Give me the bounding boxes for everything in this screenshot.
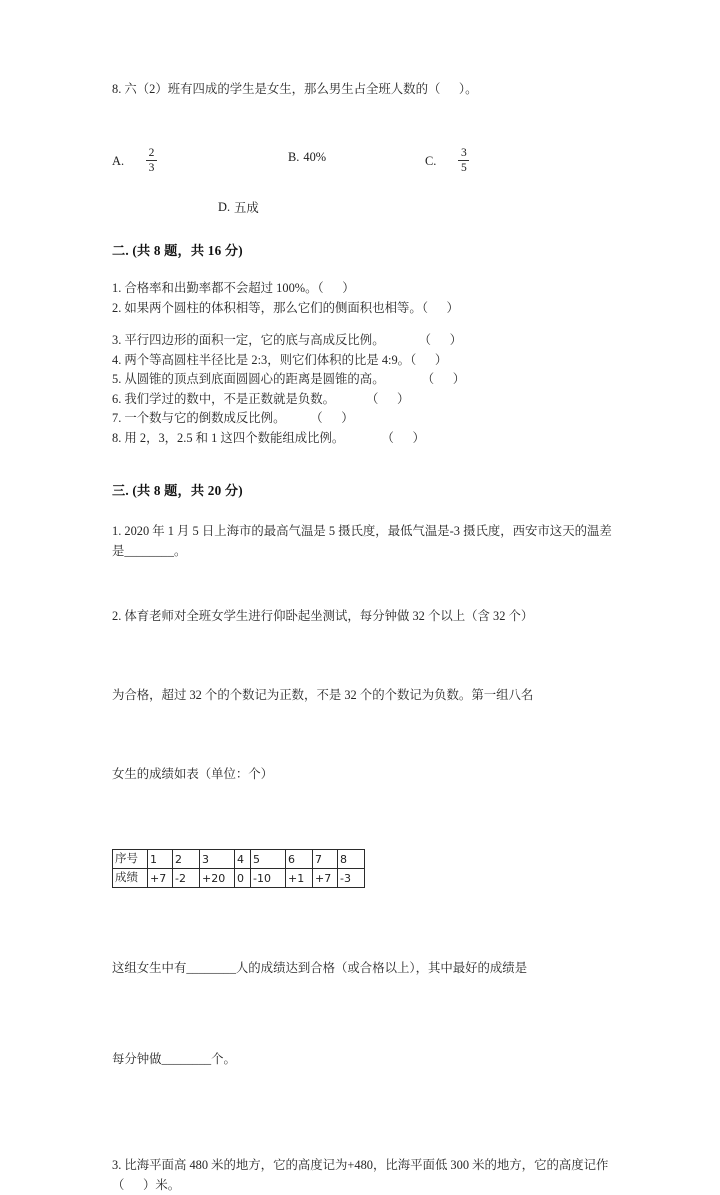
row-header-score: 成绩 xyxy=(113,869,148,888)
option-c-fraction xyxy=(458,147,469,175)
section-2-item-6: 6. 我们学过的数中，不是正数就是负数。 （ ） xyxy=(112,391,410,406)
option-c-denominator: 5 xyxy=(461,162,467,175)
section-2-item-8: 8. 用 2，3，2.5 和 1 这四个数能组成比例。 （ ） xyxy=(112,430,425,445)
cell-id-5: 5 xyxy=(251,850,286,869)
cell-id-3: 3 xyxy=(200,850,235,869)
question-8-options xyxy=(112,136,612,215)
table-row-scores xyxy=(113,869,365,888)
section-3-item-3: 3. 比海平面高 480 米的地方，它的高度记为+480，比海平面低 300 米的地方，它的高度记作（ ）米。 xyxy=(112,1158,609,1192)
cell-score-3: +20 xyxy=(200,869,235,888)
option-a[interactable] xyxy=(112,148,157,176)
cell-score-2: -2 xyxy=(173,869,200,888)
fraction-bar-icon xyxy=(458,160,469,161)
option-c-label: C. xyxy=(425,154,437,169)
score-table-wrapper xyxy=(112,849,612,888)
cell-id-4: 4 xyxy=(235,850,251,869)
score-table xyxy=(112,849,365,888)
section-3-item-2-line-1: 2. 体育老师对全班女学生进行仰卧起坐测试，每分钟做 32 个以上（含 32 个） xyxy=(112,609,534,623)
section-3-item-1: 1. 2020 年 1 月 5 日上海市的最高气温是 5 摄氏度，最低气温是-3 摄氏度，西安市这天的温差是________。 xyxy=(112,524,612,558)
option-c[interactable] xyxy=(425,148,469,176)
page-content xyxy=(112,80,612,1195)
cell-score-1: +7 xyxy=(148,869,173,888)
section-2-item-3: 3. 平行四边形的面积一定，它的底与高成反比例。 （ ） xyxy=(112,333,463,347)
cell-id-7: 7 xyxy=(313,850,338,869)
option-a-numerator: 2 xyxy=(148,147,155,159)
section-2-item-7: 7. 一个数与它的倒数成反比例。 （ ） xyxy=(112,411,354,425)
section-3-item-2 xyxy=(112,566,612,843)
cell-id-2: 2 xyxy=(173,850,200,869)
section-3-item-2-continued xyxy=(112,918,612,1140)
table-row-ids xyxy=(113,850,365,869)
option-a-fraction xyxy=(146,147,157,175)
fraction-bar-icon xyxy=(146,160,157,161)
option-a-denominator: 3 xyxy=(148,162,155,175)
cell-score-4: 0 xyxy=(235,869,251,888)
section-2-item-4: 4. 两个等高圆柱半径比是 2:3，则它们体积的比是 4:9。（ ） xyxy=(112,352,448,367)
option-a-label: A. xyxy=(112,154,125,169)
section-3-item-2-after-line-1: 这组女生中有________人的成绩达到合格（或合格以上），其中最好的成绩是 xyxy=(112,961,528,975)
section-2-item-1: 1. 合格率和出勤率都不会超过 100%。（ ） xyxy=(112,281,355,295)
option-d-text: 五成 xyxy=(234,201,259,215)
cell-score-6: +1 xyxy=(286,869,313,888)
option-b[interactable] xyxy=(288,150,326,165)
option-d[interactable] xyxy=(218,198,259,216)
section-3-heading: 三. (共 8 题，共 20 分) xyxy=(112,483,243,498)
section-3-item-2-line-2: 为合格，超过 32 个的个数记为正数，不是 32 个的个数记为负数。第一组八名 xyxy=(112,688,534,702)
section-3-item-2-after-line-2: 每分钟做________个。 xyxy=(112,1052,236,1066)
section-2-item-5: 5. 从圆锥的顶点到底面圆圆心的距离是圆锥的高。 （ ） xyxy=(112,372,466,386)
option-b-label: B. xyxy=(288,150,300,164)
cell-score-5: -10 xyxy=(251,869,286,888)
section-2-heading: 二. (共 8 题，共 16 分) xyxy=(112,243,243,258)
cell-id-6: 6 xyxy=(286,850,313,869)
cell-score-7: +7 xyxy=(313,869,338,888)
row-header-id: 序号 xyxy=(113,850,148,869)
section-3-item-2-line-3: 女生的成绩如表（单位：个） xyxy=(112,767,274,781)
section-2-item-2: 2. 如果两个圆柱的体积相等，那么它们的侧面积也相等。（ ） xyxy=(112,300,459,315)
option-b-text: 40% xyxy=(303,150,327,164)
cell-id-8: 8 xyxy=(338,850,365,869)
cell-score-8: -3 xyxy=(338,869,365,888)
option-d-label: D. xyxy=(218,199,231,214)
option-c-numerator: 3 xyxy=(461,147,467,159)
question-8-stem: 8. 六（2）班有四成的学生是女生，那么男生占全班人数的（ ）。 xyxy=(112,82,478,96)
section-2-items xyxy=(112,279,612,448)
cell-id-1: 1 xyxy=(148,850,173,869)
